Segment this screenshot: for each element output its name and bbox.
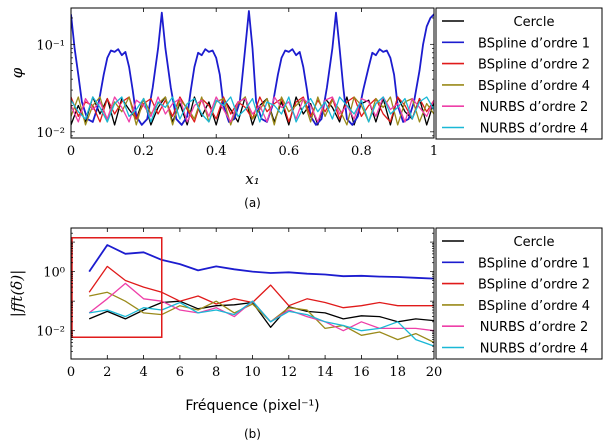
- y-axis-label: |fft(δ)|: [8, 269, 26, 318]
- y-axis-label: φ: [8, 67, 26, 79]
- x-tick-label: 10: [244, 365, 261, 380]
- series-group: [71, 11, 434, 125]
- series-line-5: [89, 301, 434, 346]
- series-line-1: [89, 245, 434, 279]
- x-tick-label: 0.2: [133, 144, 154, 159]
- series-line-0: [71, 97, 434, 125]
- x-tick-label: 0.6: [278, 144, 300, 159]
- legend-label-0: Cercle: [513, 15, 555, 30]
- legend-label-3: BSpline d’ordre 4: [478, 78, 590, 94]
- legend-label-2: BSpline d’ordre 2: [478, 57, 590, 73]
- x-tick-label: 2: [103, 365, 112, 380]
- legend-label-1: BSpline d’ordre 1: [478, 36, 590, 52]
- panel-caption: (b): [244, 427, 261, 441]
- x-tick-label: 20: [425, 365, 443, 380]
- plot-frame: [71, 228, 434, 359]
- legend-label-4: NURBS d’ordre 2: [479, 320, 589, 336]
- x-tick-label: 12: [280, 365, 298, 380]
- y-tick-label: 10⁻¹: [36, 38, 65, 54]
- panel-a: [8, 8, 602, 210]
- x-tick-label: 1: [429, 144, 439, 159]
- legend-label-4: NURBS d’ordre 2: [479, 100, 589, 116]
- series-line-0: [89, 301, 434, 327]
- panel-caption: (a): [244, 196, 261, 210]
- x-tick-label: 0: [66, 144, 76, 159]
- x-axis-label: Fréquence (pixel⁻¹): [185, 398, 320, 414]
- x-tick-label: 18: [389, 365, 406, 380]
- x-tick-label: 0: [66, 365, 76, 380]
- x-tick-label: 8: [212, 365, 221, 380]
- x-tick-label: 6: [175, 365, 185, 380]
- x-tick-label: 0.4: [205, 144, 227, 159]
- x-tick-label: 16: [353, 365, 370, 380]
- legend-label-5: NURBS d’ordre 4: [479, 121, 589, 137]
- legend-label-5: NURBS d’ordre 4: [479, 341, 589, 357]
- y-tick-label: 10⁻²: [36, 324, 65, 340]
- series-group: [89, 245, 434, 346]
- panel-b: [8, 228, 602, 441]
- highlight-box: [72, 238, 162, 337]
- x-tick-label: 0.8: [351, 144, 372, 159]
- y-tick-label: 10⁰: [43, 265, 65, 281]
- legend-label-0: Cercle: [513, 235, 555, 250]
- x-tick-label: 14: [316, 365, 334, 380]
- y-tick-label: 10⁻²: [36, 125, 65, 141]
- legend-label-2: BSpline d’ordre 2: [478, 277, 590, 293]
- legend-label-3: BSpline d’ordre 4: [478, 298, 590, 314]
- series-line-4: [89, 283, 434, 330]
- x-tick-label: 4: [139, 365, 148, 380]
- x-axis-label: x₁: [245, 170, 260, 188]
- legend-label-1: BSpline d’ordre 1: [478, 256, 590, 272]
